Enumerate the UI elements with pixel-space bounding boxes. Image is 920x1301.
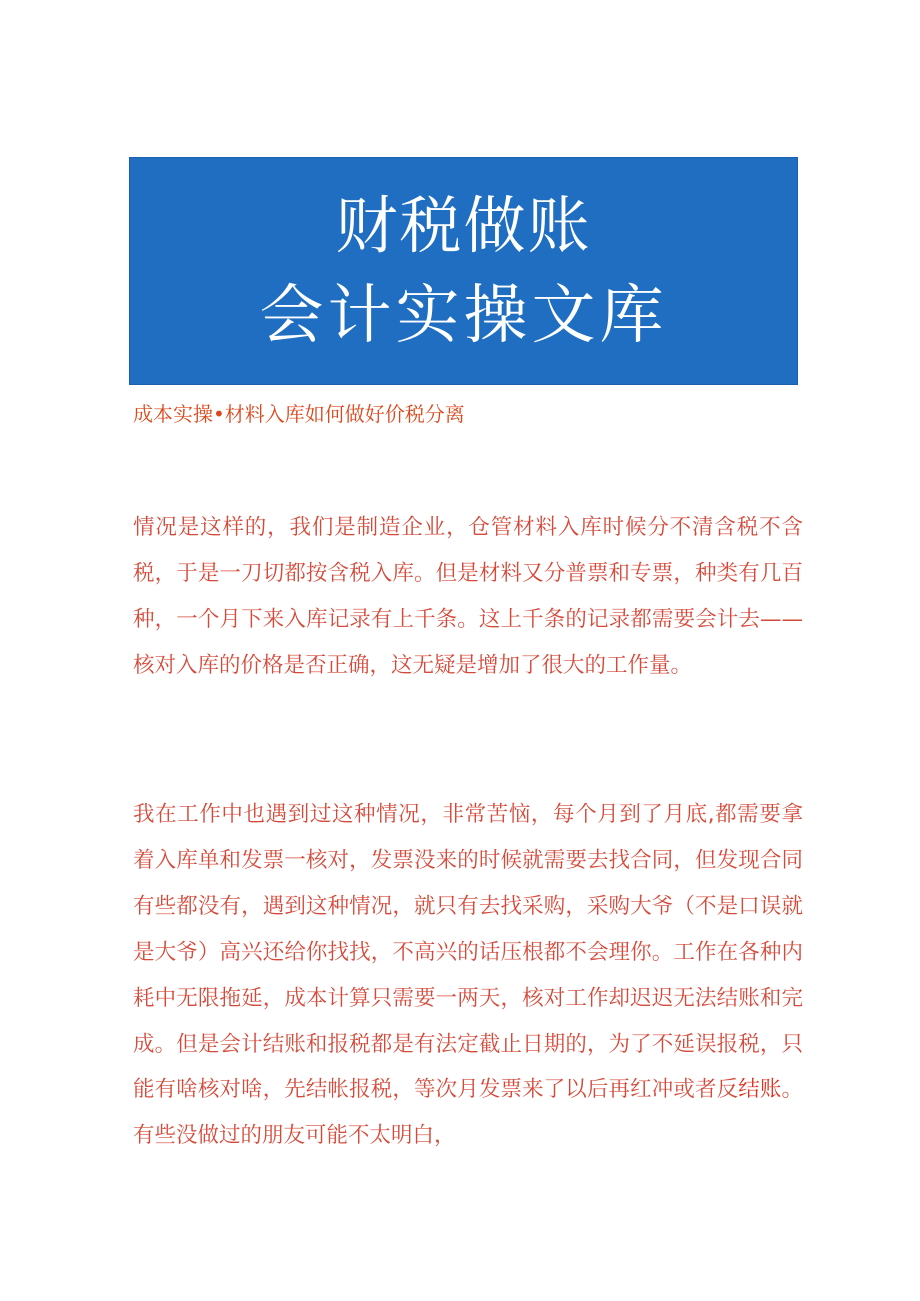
title-banner (130, 158, 797, 384)
paragraph-2-tail: 。有些没做过的朋友可能不太明白， (133, 1077, 803, 1149)
banner-title-line-1: 财税做账 (335, 189, 592, 262)
article-subtitle: 成本实操•材料入库如何做好价税分离 (133, 402, 465, 426)
paragraph-2-highlight: 结账 (738, 1077, 782, 1103)
paragraph-2 (133, 792, 803, 1159)
paragraph-1: 情况是这样的，我们是制造企业，仓管材料入库时候分不清含税不含税，于是一刀切都按含税入库。但是材料又分普票和专票，种类有几百种，一个月下来入库记录有上千条。这上千条的记录都需要会计去——核对入库的价格是否正确，这无疑是增加了很大的工作量。 (133, 515, 803, 678)
banner-title-line-2: 会计实操文库 (259, 279, 668, 353)
paragraph-2-text: 我在工作中也遇到过这种情况，非常苦恼，每个月到了月底,都需要拿着入库单和发票一核对，发票没来的时候就需要去找合同，但发现合同有些都没有，遇到这种情况，就只有去找采购，采购大爷（不是口误就是大爷）高兴还给你找找，不高兴的话压根都不会理你。工作在各种内耗中无限拖延，成本计算只需要一两天，核对工作却迟迟无法结账和完成。但是会计结账和报税都是有法定截止日期的，为了不延误报税，只能有啥核对啥，先结帐报税，等次月发票来了以后再红冲或者反 (133, 802, 803, 1103)
